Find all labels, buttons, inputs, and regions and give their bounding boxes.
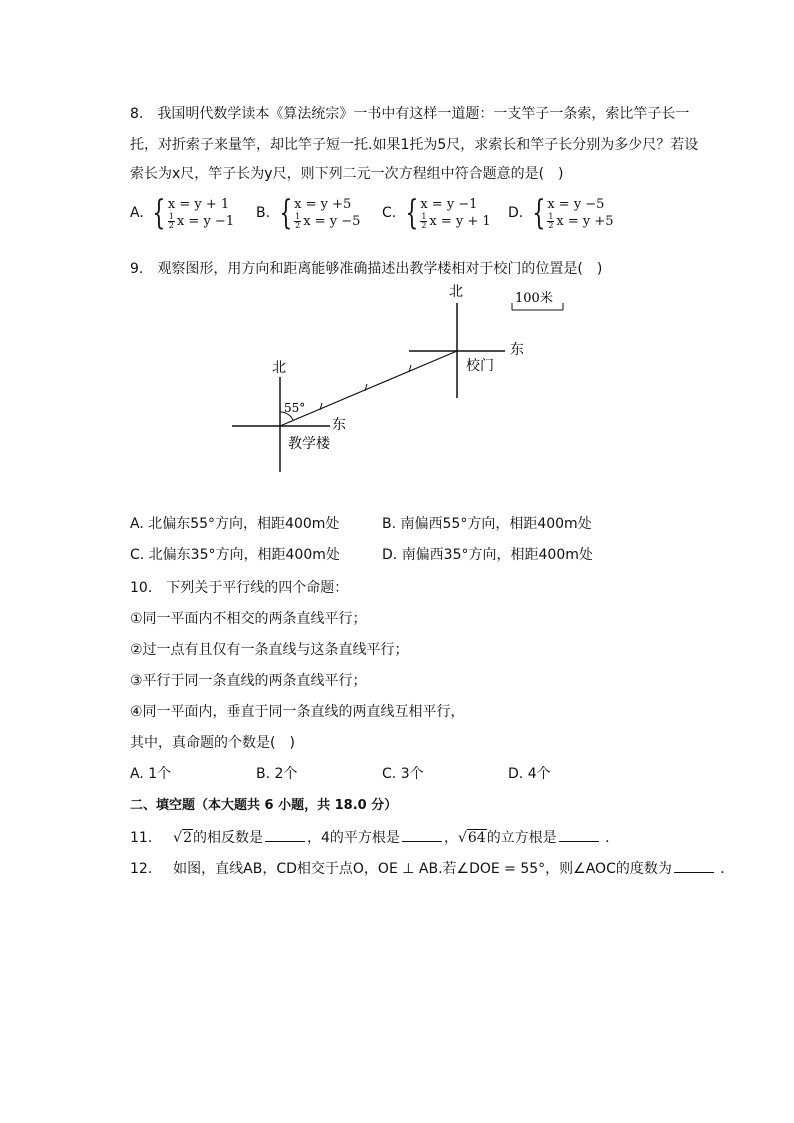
q10-question: 其中，真命题的个数是( ) bbox=[130, 735, 295, 751]
q9-option-d-label: D. bbox=[382, 547, 398, 563]
building-label: 教学楼 bbox=[288, 436, 330, 452]
q8-c-eq2: x = y + 1 bbox=[429, 214, 491, 229]
q12-number: 12. bbox=[130, 861, 153, 877]
q8-option-a-label: A. bbox=[130, 205, 144, 221]
sqrt-2: √2 bbox=[173, 830, 193, 846]
q9-option-c-text: 北偏东35°方向，相距400m处 bbox=[148, 547, 340, 563]
q10-option-a[interactable] bbox=[130, 764, 171, 784]
frac-den: 2 bbox=[548, 221, 554, 230]
q9-option-b-text: 南偏西55°方向，相距400m处 bbox=[400, 516, 592, 532]
gate-label: 校门 bbox=[466, 358, 494, 374]
q9-option-c-label: C. bbox=[130, 547, 145, 563]
q8-a-eq1: x = y + 1 bbox=[167, 197, 230, 212]
q8-line-3: 索长为x尺，竿子长为y尺，则下列二元一次方程组中符合题意的是( ) bbox=[130, 166, 564, 182]
q8-option-d-label: D. bbox=[508, 205, 524, 221]
q9-option-a-label: A. bbox=[130, 516, 144, 532]
q8-b-eq1: x = y +5 bbox=[294, 197, 352, 212]
q9-option-b-label: B. bbox=[382, 516, 397, 532]
q8-option-c-label: C. bbox=[382, 205, 397, 221]
radicand-64: 64 bbox=[467, 830, 486, 846]
q8-a-eq2: x = y −1 bbox=[176, 214, 235, 229]
q10-option-c[interactable] bbox=[382, 764, 424, 784]
q8-line-2: 托，对折索子来量竿，却比竿子短一托.如果1托为5尺，求索长和竿子长分别为多少尺？若设 bbox=[130, 137, 699, 153]
q9-option-d[interactable] bbox=[382, 545, 593, 565]
q10-option-b-label: B. bbox=[256, 766, 271, 782]
brace-icon: { bbox=[405, 193, 418, 233]
connecting-segment bbox=[280, 351, 457, 426]
answer-blank-2[interactable] bbox=[402, 827, 442, 842]
answer-blank-3[interactable] bbox=[559, 827, 599, 842]
q11-text-2: ，4的平方根是 bbox=[307, 830, 400, 846]
scale-label: 100米 bbox=[515, 291, 553, 306]
q9-option-a[interactable] bbox=[130, 514, 339, 534]
east-label-top: 东 bbox=[510, 342, 524, 358]
q9-option-b[interactable] bbox=[382, 514, 592, 534]
q8-d-eq1: x = y −5 bbox=[547, 197, 605, 212]
sqrt-64: √64 bbox=[457, 830, 486, 846]
q9-option-c[interactable] bbox=[130, 545, 340, 565]
brace-icon: { bbox=[152, 193, 166, 233]
q11-text-3: 的立方根是 bbox=[486, 830, 557, 846]
q10-prop-3: ③平行于同一条直线的两条直线平行； bbox=[130, 673, 367, 689]
q11-end: ． bbox=[605, 830, 620, 846]
q12-line bbox=[130, 858, 734, 879]
q9-option-d-text: 南偏西35°方向，相距400m处 bbox=[401, 547, 593, 563]
q10-option-d-text: 4个 bbox=[527, 766, 551, 782]
frac-den: 2 bbox=[295, 221, 301, 230]
brace-icon: { bbox=[278, 193, 292, 233]
q12-end: ． bbox=[720, 861, 735, 877]
q9-option-a-text: 北偏东55°方向，相距400m处 bbox=[148, 516, 340, 532]
q9-stem: 9. 观察图形，用方向和距离能够准确描述出教学楼相对于校门的位置是( ) bbox=[130, 261, 603, 277]
q11-number: 11. bbox=[130, 830, 153, 846]
radicand-2: 2 bbox=[183, 830, 193, 846]
frac-num: 1 bbox=[548, 212, 554, 221]
north-label-bottom: 北 bbox=[272, 360, 286, 376]
angle-label: 55° bbox=[284, 401, 306, 415]
q10-option-b[interactable] bbox=[256, 764, 297, 784]
q10-prop-4: ④同一平面内，垂直于同一条直线的两直线互相平行， bbox=[130, 704, 465, 720]
q10-prop-1: ①同一平面内不相交的两条直线平行； bbox=[130, 611, 367, 627]
q10-option-c-text: 3个 bbox=[400, 766, 424, 782]
frac-num: 1 bbox=[421, 212, 427, 221]
section-heading: 二、填空题（本大题共 6 小题，共 18.0 分） bbox=[130, 798, 398, 813]
q8-option-b-label: B. bbox=[256, 205, 271, 221]
q10-option-d-label: D. bbox=[508, 766, 524, 782]
q10-stem: 10. 下列关于平行线的四个命题： bbox=[130, 580, 349, 596]
q8-d-eq2: x = y +5 bbox=[556, 214, 614, 229]
q10-option-a-label: A. bbox=[130, 766, 144, 782]
answer-blank-1[interactable] bbox=[265, 827, 305, 842]
north-label-top: 北 bbox=[449, 284, 463, 300]
q10-option-d[interactable] bbox=[508, 764, 551, 784]
frac-den: 2 bbox=[421, 221, 427, 230]
frac-num: 1 bbox=[295, 212, 301, 221]
q10-option-a-text: 1个 bbox=[148, 766, 172, 782]
frac-den: 2 bbox=[168, 221, 174, 230]
q10-prop-2: ②过一点有且仅有一条直线与这条直线平行； bbox=[130, 642, 409, 658]
answer-blank-4[interactable] bbox=[674, 858, 714, 873]
q8-line-1: 8. 我国明代数学读本《算法统宗》一书中有这样一道题：一支竿子一条索，索比竿子长一 bbox=[130, 106, 690, 122]
q10-option-c-label: C. bbox=[382, 766, 397, 782]
east-label-bottom: 东 bbox=[332, 417, 346, 433]
q11-text-1: 的相反数是 bbox=[193, 830, 264, 846]
q11-line: 11. √2的相反数是 ，4的平方根是 ，√64的立方根是 ． bbox=[130, 827, 619, 848]
q8-c-eq1: x = y −1 bbox=[420, 197, 478, 212]
q8-b-eq2: x = y −5 bbox=[303, 214, 361, 229]
q10-option-b-text: 2个 bbox=[274, 766, 298, 782]
frac-num: 1 bbox=[168, 212, 174, 221]
brace-icon: { bbox=[532, 193, 545, 233]
q12-text: 如图，直线AB，CD相交于点O，OE ⊥ AB.若∠DOE = 55°，则∠AOC的度数为 bbox=[173, 861, 672, 877]
